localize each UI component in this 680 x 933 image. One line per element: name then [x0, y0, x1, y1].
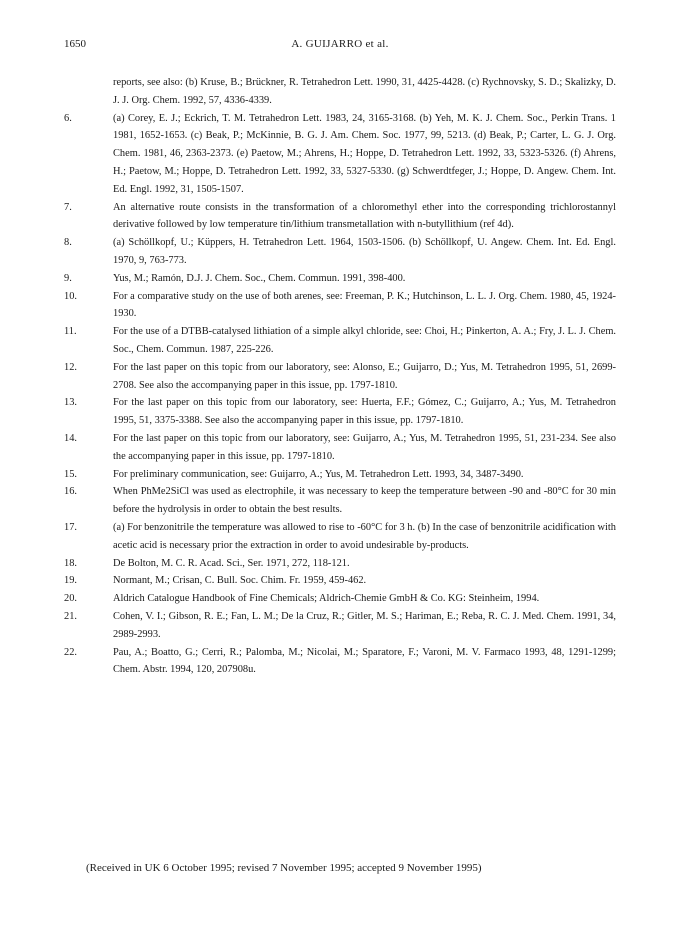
reference-text: (a) Schöllkopf, U.; Küppers, H. Tetrahedron Lett. 1964, 1503-1506. (b) Schöllkopf, U. Angew. Chem. Int. Ed. Engl. 1970, 9, 763-773.	[113, 237, 616, 266]
reference-number: 20.	[64, 593, 77, 605]
reference-item	[64, 519, 616, 555]
reference-number: 22.	[64, 646, 77, 658]
received-note: (Received in UK 6 October 1995; revised 7 November 1995; accepted 9 November 1995)	[86, 862, 482, 874]
reference-item	[64, 608, 616, 644]
reference-number: 21.	[64, 610, 77, 622]
reference-text: For the last paper on this topic from our laboratory, see: Huerta, F.F.; Gómez, C.; Guijarro, A.; Yus, M. Tetrahedron 1995, 51, 3375-3388. See also the accompanying paper in this issue, pp. 1797-1810.	[113, 397, 616, 427]
reference-text: When PhMe2SiCl was used as electrophile, it was necessary to keep the temperature between -90 and -80°C for 30 min before the hydrolysis in order to obtain the best results.	[113, 486, 616, 516]
reference-text: An alternative route consists in the transformation of a chloromethyl ether into the corresponding trichlorostannyl derivative followed by low temperature tin/lithium transmetallation with n-butyllithium (ref 4d).	[113, 201, 616, 231]
reference-item	[64, 394, 616, 430]
reference-text: Normant, M.; Crisan, C. Bull. Soc. Chim. Fr. 1959, 459-462.	[113, 575, 367, 587]
reference-item	[64, 199, 616, 235]
reference-item	[64, 483, 616, 519]
reference-text: reports, see also: (b) Kruse, B.; Brückner, R. Tetrahedron Lett. 1990, 31, 4425-4428. (c) Rychnovsky, S. D.; Skalizky, D. J. J. Org. Chem. 1992, 57, 4336-4339.	[113, 77, 616, 106]
reference-number: 10.	[64, 290, 77, 302]
reference-text: Yus, M.; Ramón, D.J. J. Chem. Soc., Chem. Commun. 1991, 398-400.	[113, 272, 406, 284]
reference-list	[64, 74, 616, 679]
reference-text: For the last paper on this topic from our laboratory, see: Alonso, E.; Guijarro, D.; Yus, M. Tetrahedron 1995, 51, 2699-2708. See also the accompanying paper in this issue, pp. 1797-1810.	[113, 361, 616, 391]
reference-number: 17.	[64, 521, 77, 533]
reference-number: 6.	[64, 112, 72, 124]
reference-number: 8.	[64, 237, 72, 249]
reference-text: For a comparative study on the use of both arenes, see: Freeman, P. K.; Hutchinson, L. L. J. Org. Chem. 1980, 45, 1924-1930.	[113, 290, 616, 320]
reference-item	[64, 466, 616, 484]
running-head: A. GUIJARRO et al.	[291, 38, 389, 50]
reference-text: For the use of a DTBB-catalysed lithiation of a simple alkyl chloride, see: Choi, H.; Pinkerton, A. A.; Fry, J. L. J. Chem. Soc., Chem. Commun. 1987, 225-226.	[113, 326, 616, 355]
reference-item	[64, 590, 616, 608]
reference-item	[64, 270, 616, 288]
reference-item	[64, 359, 616, 395]
reference-number: 19.	[64, 575, 77, 587]
reference-text: Aldrich Catalogue Handbook of Fine Chemicals; Aldrich-Chemie GmbH & Co. KG: Steinheim, 1994.	[113, 593, 540, 605]
reference-item	[64, 555, 616, 573]
reference-text: Pau, A.; Boatto, G.; Cerri, R.; Palomba, M.; Nicolai, M.; Sparatore, F.; Varoni, M. V. Farmaco 1993, 48, 1291-1299; Chem. Abstr. 1994, 120, 207908u.	[113, 646, 616, 676]
reference-item	[64, 288, 616, 324]
reference-text: Cohen, V. I.; Gibson, R. E.; Fan, L. M.; De la Cruz, R.; Gitler, M. S.; Hariman, E.; Reba, R. C. J. Med. Chem. 1991, 34, 2989-2993.	[113, 610, 616, 640]
reference-text: For the last paper on this topic from our laboratory, see: Guijarro, A.; Yus, M. Tetrahedron 1995, 51, 231-234. See also the accompanying paper in this issue, pp. 1797-1810.	[113, 432, 616, 462]
reference-item	[64, 644, 616, 680]
reference-item	[64, 572, 616, 590]
reference-number: 16.	[64, 486, 77, 498]
reference-number: 14.	[64, 432, 77, 444]
reference-item	[64, 110, 616, 199]
reference-number: 12.	[64, 361, 77, 373]
reference-number: 15.	[64, 468, 77, 480]
reference-number: 11.	[64, 326, 77, 338]
reference-text: (a) For benzonitrile the temperature was allowed to rise to -60°C for 3 h. (b) In the case of benzonitrile acidification with acetic acid is necessary prior the extraction in order to avoid undesirable by-products.	[113, 521, 616, 551]
reference-number: 18.	[64, 557, 77, 569]
reference-item	[64, 430, 616, 466]
reference-text: For preliminary communication, see: Guijarro, A.; Yus, M. Tetrahedron Lett. 1993, 34, 3487-3490.	[113, 468, 524, 480]
reference-item	[86, 74, 616, 110]
reference-text: De Bolton, M. C. R. Acad. Sci., Ser. 1971, 272, 118-121.	[113, 557, 350, 569]
reference-number: 9.	[64, 272, 72, 284]
reference-item	[64, 234, 616, 270]
page-number: 1650	[64, 38, 86, 50]
reference-number: 7.	[64, 201, 72, 213]
reference-item	[64, 323, 616, 359]
reference-text: (a) Corey, E. J.; Eckrich, T. M. Tetrahedron Lett. 1983, 24, 3165-3168. (b) Yeh, M. K. J. Chem. Soc., Perkin Trans. 1 1981, 1652-1653. (c) Beak, P.; McKinnie, B. G. J. Am. Chem. Soc. 1977, 99, 5213. (d) Beak, P.; Carter, L. G. J. Org. Chem. 1981, 46, 2363-2373. (e) Paetow, M.; Ahrens, H.; Hoppe, D. Tetrahedron Lett. 1992, 33, 5323-5326. (f) Ahrens, H.; Paetow, M.; Hoppe, D. Tetrahedron Lett. 1992, 33, 5327-5330. (g) Schwerdtfeger, J.; Hoppe, D. Angew. Chem. Int. Ed. Engl. 1992, 31, 1505-1507.	[113, 112, 616, 195]
reference-number: 13.	[64, 397, 77, 409]
